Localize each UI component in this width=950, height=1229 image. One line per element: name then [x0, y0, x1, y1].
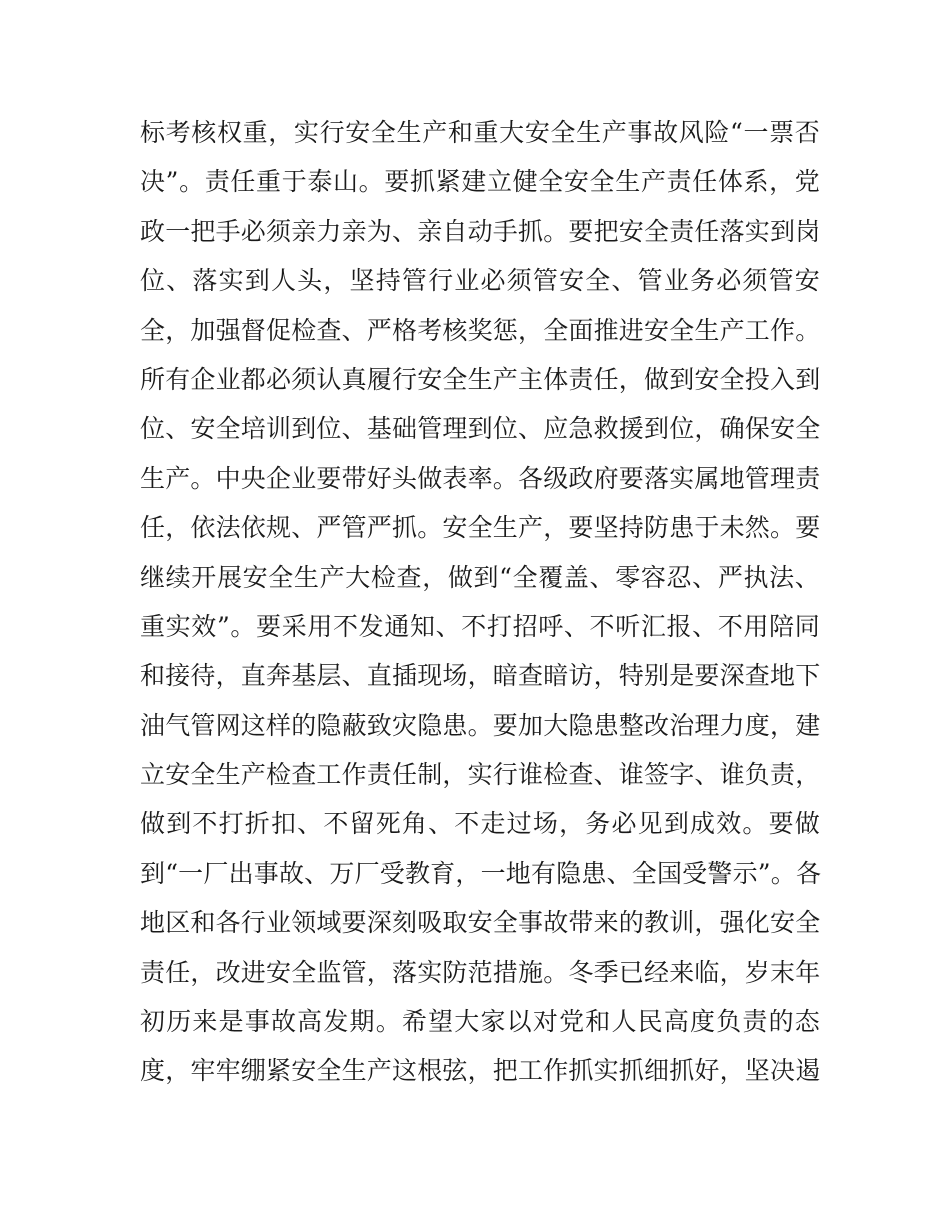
- body-text: [140, 108, 820, 1096]
- text-line: 政一把手必须亲力亲为、亲自动手抓。要把安全责任落实到岗: [140, 216, 821, 246]
- text-line: 和接待，直奔基层、直插现场，暗查暗访，特别是要深查地下: [140, 661, 821, 691]
- text-line: 继续开展安全生产大检查，做到“全覆盖、零容忍、严执法、: [140, 562, 820, 592]
- text-line: 立安全生产检查工作责任制，实行谁检查、谁签字、谁负责，: [140, 760, 821, 790]
- text-line: 重实效”。要采用不发通知、不打招呼、不听汇报、不用陪同: [140, 611, 820, 641]
- text-line: 生产。中央企业要带好头做表率。各级政府要落实属地管理责: [140, 463, 821, 493]
- text-line: 责任，改进安全监管，落实防范措施。冬季已经来临，岁末年: [140, 957, 821, 987]
- text-line: 全，加强督促检查、严格考核奖惩，全面推进安全生产工作。: [140, 315, 821, 345]
- text-line: 初历来是事故高发期。希望大家以对党和人民高度负责的态: [140, 1007, 820, 1037]
- text-line: 任，依法依规、严管严抓。安全生产，要坚持防患于未然。要: [140, 513, 821, 543]
- text-line: 油气管网这样的隐蔽致灾隐患。要加大隐患整改治理力度，建: [140, 710, 821, 740]
- text-line: 地区和各行业领域要深刻吸取安全事故带来的教训，强化安全: [140, 908, 821, 938]
- text-line: 所有企业都必须认真履行安全生产主体责任，做到安全投入到: [140, 364, 821, 394]
- text-line: 决”。责任重于泰山。要抓紧建立健全安全生产责任体系，党: [140, 167, 820, 197]
- text-line: 到“一厂出事故、万厂受教育，一地有隐患、全国受警示”。各: [140, 858, 822, 888]
- text-line: 做到不打折扣、不留死角、不走过场，务必见到成效。要做: [140, 809, 820, 839]
- text-line: 度，牢牢绷紧安全生产这根弦，把工作抓实抓细抓好，坚决遏: [140, 1056, 821, 1086]
- text-line: 位、落实到人头，坚持管行业必须管安全、管业务必须管安: [140, 266, 820, 296]
- text-line: 标考核权重，实行安全生产和重大安全生产事故风险“一票否: [140, 118, 820, 147]
- text-line: 位、安全培训到位、基础管理到位、应急救援到位，确保安全: [140, 414, 821, 444]
